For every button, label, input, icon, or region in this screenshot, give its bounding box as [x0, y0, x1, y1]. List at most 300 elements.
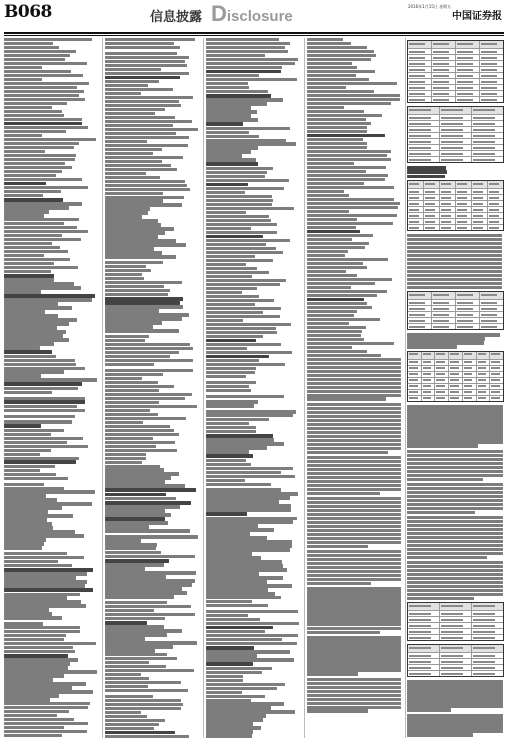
text-line [307, 126, 367, 129]
text-line [307, 286, 351, 289]
text-line [307, 623, 401, 626]
table-cell [408, 611, 440, 616]
text-line [4, 580, 87, 583]
text-column-1 [4, 38, 100, 738]
text-line [105, 579, 195, 582]
text-line [105, 359, 193, 362]
table-cell [480, 85, 503, 90]
text-line [4, 600, 81, 603]
text-line [206, 150, 251, 153]
table-cell [440, 645, 472, 652]
table-row [408, 635, 503, 640]
text-line [4, 405, 77, 408]
text-line [4, 698, 50, 701]
text-line [307, 656, 401, 659]
table-row [408, 396, 503, 401]
text-line [206, 114, 251, 117]
table-cell [432, 91, 456, 96]
text-line [407, 684, 503, 687]
text-line [4, 634, 66, 637]
text-line [105, 46, 180, 49]
text-line [105, 223, 161, 226]
text-line [4, 270, 51, 273]
text-line [4, 552, 67, 555]
text-line [105, 629, 182, 632]
text-line [4, 415, 75, 418]
text-line [105, 461, 142, 464]
text-line [206, 544, 292, 547]
text-line [4, 318, 77, 321]
text-line [105, 309, 159, 312]
text-line [307, 150, 391, 153]
table-cell [440, 219, 456, 224]
text-line [206, 243, 266, 246]
table-cell [480, 306, 503, 311]
text-line [307, 447, 401, 450]
text-line [4, 174, 56, 177]
table-cell [432, 79, 456, 84]
text-line [307, 234, 373, 237]
table-cell [472, 195, 488, 200]
text-line [407, 428, 503, 431]
table-cell [480, 91, 503, 96]
text-line [307, 664, 401, 667]
text-line [206, 311, 263, 314]
table-cell [456, 79, 480, 84]
text-line [307, 178, 385, 181]
table-cell [472, 139, 503, 144]
text-line [206, 127, 290, 130]
text-line [206, 592, 275, 595]
text-line [105, 321, 162, 324]
text-line [206, 199, 273, 202]
text-line [4, 282, 74, 285]
text-line [105, 493, 166, 497]
text-line [4, 604, 86, 607]
text-line [206, 171, 267, 174]
table-cell [424, 213, 440, 218]
text-line [105, 329, 179, 332]
text-line [105, 689, 188, 692]
text-line [407, 432, 503, 435]
text-line [105, 347, 193, 350]
table-cell [472, 665, 503, 670]
text-line [206, 255, 255, 258]
table-cell [440, 671, 472, 676]
text-line [307, 570, 401, 573]
text-line [407, 503, 503, 506]
text-line [105, 219, 158, 222]
text-line [105, 517, 165, 521]
text-line [407, 474, 503, 477]
text-line [307, 278, 392, 281]
table-cell [424, 219, 440, 224]
text-line [407, 532, 503, 535]
text-line [307, 214, 397, 217]
text-line [307, 166, 386, 169]
text-line [4, 278, 54, 281]
table-cell [408, 225, 424, 230]
text-line [307, 521, 401, 524]
text-line [307, 90, 374, 93]
text-line [105, 405, 197, 408]
text-line [206, 552, 252, 555]
paragraph [307, 456, 403, 495]
text-line [105, 563, 164, 566]
table-cell [408, 390, 422, 395]
text-line [105, 613, 195, 616]
table-cell [456, 73, 480, 78]
text-line [206, 734, 252, 737]
table-cell [432, 85, 456, 90]
page-number: B068 [4, 2, 52, 22]
text-line [4, 226, 77, 229]
text-line [4, 441, 67, 444]
text-line [4, 568, 93, 572]
text-line [307, 554, 401, 557]
text-line [105, 156, 183, 159]
table-cell [432, 292, 456, 299]
table-cell [432, 312, 456, 317]
text-line [307, 70, 375, 73]
text-line [105, 172, 146, 175]
table-cell [432, 55, 456, 60]
text-line [307, 58, 371, 61]
table-cell [440, 181, 456, 188]
table-cell [490, 366, 503, 371]
text-line [307, 370, 401, 373]
text-line [307, 611, 401, 614]
text-line [307, 451, 388, 454]
text-line [4, 662, 70, 665]
text-line [4, 409, 85, 412]
text-line [105, 641, 197, 644]
text-line [206, 381, 256, 384]
text-line [105, 605, 191, 608]
text-line [105, 235, 158, 238]
text-line [407, 266, 502, 269]
text-line [307, 222, 393, 225]
text-line [206, 604, 268, 607]
table-cell [432, 41, 456, 48]
table-cell [408, 61, 432, 66]
table-cell [472, 127, 503, 132]
table-cell [408, 97, 432, 102]
text-line [4, 290, 41, 293]
table-cell [408, 378, 422, 383]
text-line [105, 215, 142, 218]
text-line [4, 50, 76, 53]
text-line [307, 550, 401, 553]
table-row [408, 97, 503, 102]
text-line [105, 685, 148, 688]
text-line [4, 526, 53, 529]
text-line [206, 410, 296, 413]
text-line [4, 298, 92, 301]
text-line [206, 524, 258, 527]
text-line [4, 560, 58, 563]
text-line [206, 512, 247, 516]
text-line [307, 472, 401, 475]
text-line [307, 302, 367, 305]
table-cell [472, 617, 503, 622]
table-cell [477, 396, 491, 401]
text-line [407, 450, 503, 453]
text-line [307, 354, 381, 357]
text-line [105, 377, 142, 380]
text-line [105, 711, 141, 714]
text-line [105, 96, 193, 99]
table-cell [424, 201, 440, 206]
text-line [407, 270, 502, 273]
text-line [4, 714, 57, 717]
text-line [4, 420, 72, 423]
text-line [206, 74, 259, 77]
text-line [4, 326, 57, 329]
text-line [407, 416, 503, 419]
text-line [307, 270, 346, 273]
text-line [307, 652, 401, 655]
text-line [307, 206, 398, 209]
text-line [407, 585, 503, 588]
text-line [206, 307, 281, 310]
text-line [105, 343, 190, 346]
text-line [206, 371, 255, 374]
text-line [4, 564, 72, 567]
text-line [206, 38, 279, 41]
text-line [307, 411, 401, 414]
text-line [206, 299, 274, 302]
text-line [307, 397, 386, 400]
text-line [105, 468, 164, 471]
table-cell [456, 49, 480, 54]
data-table [407, 602, 504, 641]
text-line [4, 718, 74, 721]
text-line [307, 582, 371, 585]
text-line [407, 593, 503, 596]
text-line [206, 414, 293, 417]
text-line [206, 219, 271, 222]
text-line [105, 38, 195, 41]
table-cell [490, 360, 503, 365]
text-line [105, 551, 161, 554]
text-line [206, 475, 295, 478]
table-cell [449, 390, 463, 395]
table-cell [472, 213, 488, 218]
text-line [105, 567, 145, 570]
table-cell [472, 157, 503, 162]
text-line [206, 596, 281, 599]
paragraph [407, 483, 504, 514]
text-line [4, 490, 95, 493]
table-cell [408, 49, 432, 54]
text-line [105, 100, 179, 103]
table-cell [456, 97, 480, 102]
text-line [105, 637, 145, 640]
text-line [206, 654, 257, 657]
text-line [105, 625, 164, 628]
table-cell [432, 306, 456, 311]
text-line [4, 286, 81, 289]
text-line [407, 725, 503, 728]
table-cell [449, 352, 463, 359]
table-cell [480, 312, 503, 317]
text-line [407, 254, 502, 257]
paragraph [407, 405, 504, 448]
text-line [4, 218, 79, 221]
table-cell [440, 115, 472, 120]
text-line [105, 265, 146, 268]
text-line [307, 230, 360, 234]
paragraph [407, 714, 504, 737]
text-line [105, 513, 171, 516]
text-line [307, 298, 364, 302]
text-line [4, 250, 68, 253]
text-line [105, 525, 149, 528]
text-line [105, 285, 164, 288]
text-line [307, 142, 367, 145]
text-line [407, 454, 503, 457]
text-line [4, 42, 53, 45]
table-cell [480, 318, 503, 323]
text-line [4, 584, 85, 587]
table-cell [490, 352, 503, 359]
text-line [206, 454, 253, 458]
table-cell [463, 372, 477, 377]
text-line [307, 578, 401, 581]
text-line [105, 480, 165, 483]
text-line [105, 595, 174, 598]
table-cell [422, 396, 436, 401]
text-line [206, 122, 243, 126]
text-line [105, 509, 165, 512]
text-line [407, 242, 502, 245]
text-line [105, 335, 149, 338]
text-line [307, 134, 385, 138]
text-line [307, 258, 388, 261]
text-line [206, 175, 265, 178]
text-line [206, 560, 282, 563]
text-line [105, 488, 196, 492]
text-line [307, 709, 368, 712]
text-line [105, 719, 165, 722]
text-line [407, 708, 451, 711]
text-line [4, 38, 92, 41]
text-line [307, 460, 401, 463]
table-cell [422, 378, 436, 383]
table-cell [463, 384, 477, 389]
text-line [105, 727, 154, 730]
text-line [4, 483, 44, 486]
table-cell [456, 67, 480, 72]
text-line [206, 235, 263, 239]
text-line [407, 680, 503, 683]
text-line [206, 442, 284, 445]
text-line [206, 508, 291, 511]
text-line [307, 541, 401, 544]
table-cell [408, 181, 424, 188]
table-cell [422, 366, 436, 371]
text-line [307, 439, 401, 442]
text-line [4, 178, 82, 181]
text-line [105, 401, 159, 404]
text-line [4, 498, 57, 501]
text-line [307, 226, 356, 229]
text-line [307, 374, 401, 377]
text-line [407, 282, 502, 285]
text-line [407, 166, 446, 170]
text-line [4, 182, 46, 186]
table-cell [477, 372, 491, 377]
text-line [4, 706, 88, 709]
text-line [206, 279, 286, 282]
text-line [307, 603, 401, 606]
table-cell [440, 151, 472, 156]
text-line [105, 116, 175, 119]
text-line [4, 596, 67, 599]
table-cell [432, 318, 456, 323]
text-line [4, 534, 84, 537]
text-line [105, 255, 176, 258]
data-table [407, 644, 504, 677]
text-line [307, 42, 351, 45]
text-line [407, 483, 503, 486]
table-cell [408, 360, 422, 365]
text-line [4, 274, 54, 278]
table-cell [456, 85, 480, 90]
table-cell [477, 352, 491, 359]
text-line [4, 722, 88, 725]
table-cell [408, 55, 432, 60]
table-cell [424, 195, 440, 200]
text-line [307, 591, 401, 594]
text-line [307, 154, 387, 157]
text-line [407, 696, 503, 699]
text-line [105, 124, 173, 127]
table-cell [408, 85, 432, 90]
text-line [307, 74, 356, 77]
text-line [105, 389, 159, 392]
table-cell [408, 318, 432, 323]
text-line [105, 305, 183, 308]
text-line [307, 50, 374, 53]
text-line [307, 505, 401, 508]
text-line [307, 38, 343, 41]
text-line [206, 259, 273, 262]
text-line [4, 210, 49, 213]
table-cell [488, 189, 503, 194]
text-line [105, 293, 168, 296]
paragraph [307, 678, 403, 713]
table-cell [440, 635, 472, 640]
text-line [105, 68, 161, 71]
text-line [4, 670, 97, 673]
table-row [408, 157, 503, 162]
table-cell [488, 195, 503, 200]
text-line [105, 393, 192, 396]
text-line [4, 342, 54, 345]
text-line [307, 86, 346, 89]
table-cell [488, 207, 503, 212]
table-cell [408, 635, 440, 640]
table-cell [456, 312, 480, 317]
table-cell [472, 225, 488, 230]
text-line [4, 370, 64, 373]
text-line [105, 695, 153, 698]
text-line [407, 424, 503, 427]
text-line [4, 94, 79, 97]
table-cell [440, 611, 472, 616]
